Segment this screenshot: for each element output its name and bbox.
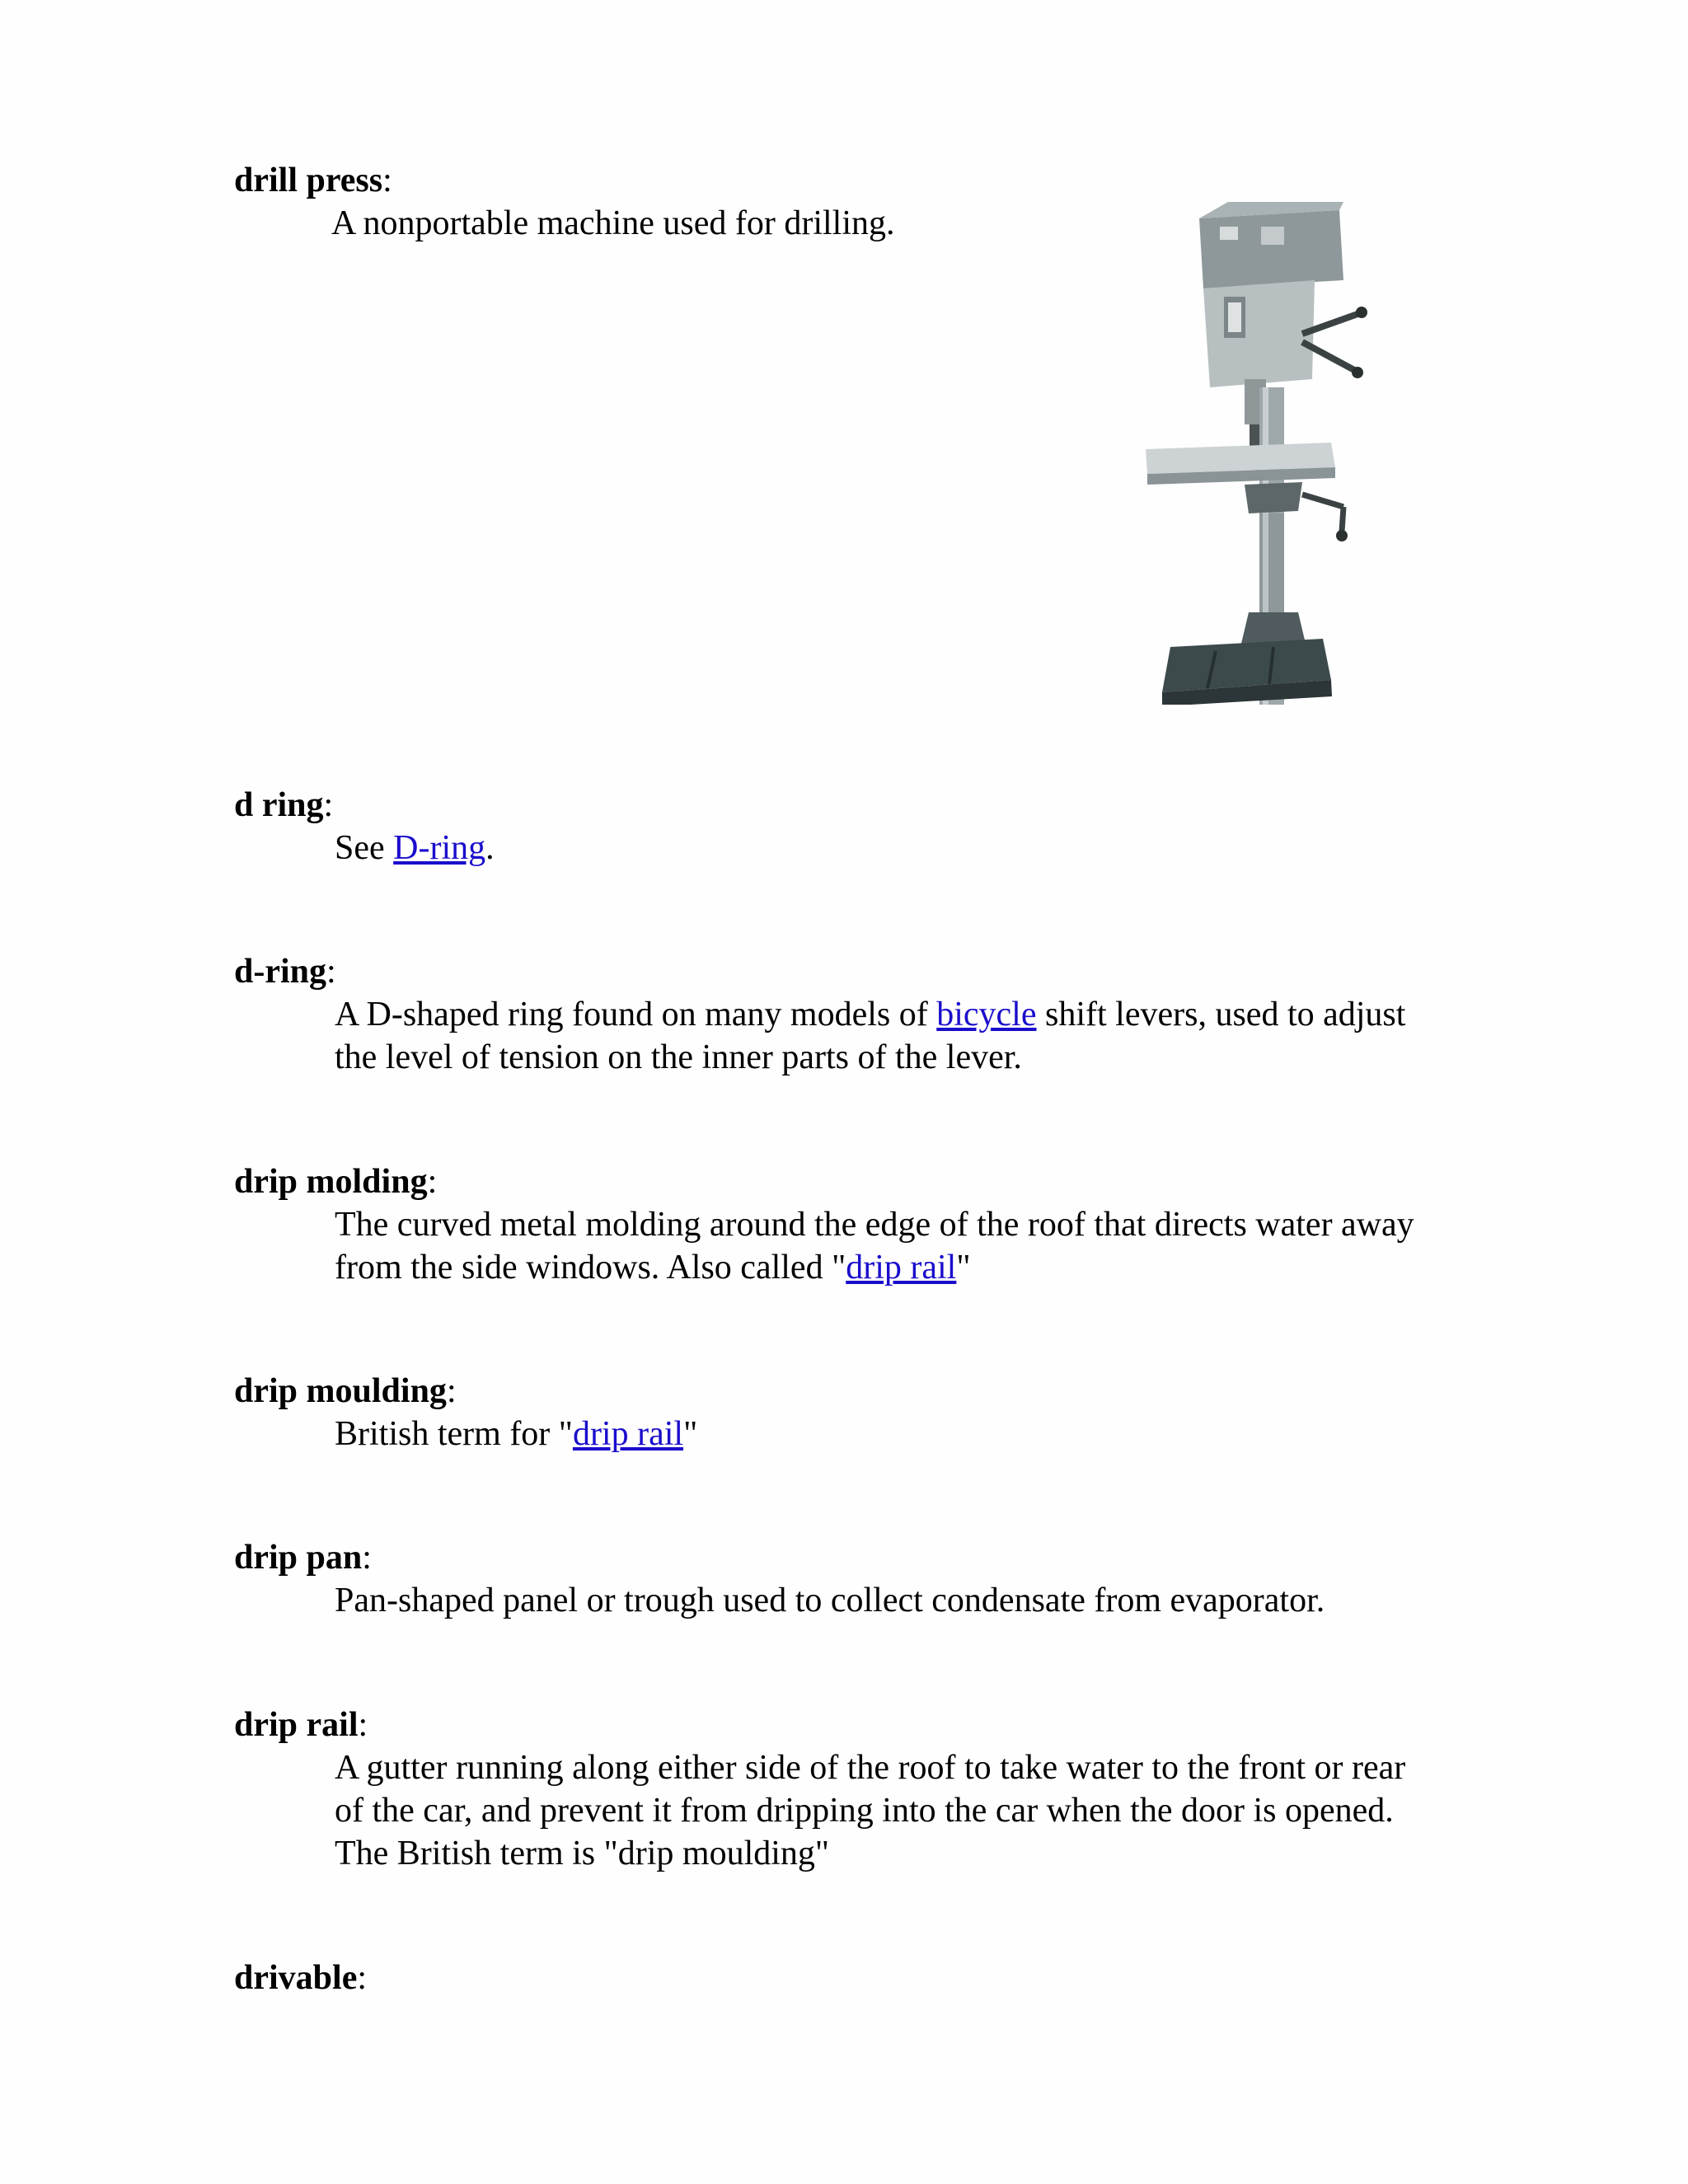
glossary-entry-drip-molding (234, 1160, 1437, 1289)
entry-term (234, 1704, 1437, 1746)
term-colon: : (382, 162, 392, 199)
entry-term (234, 1370, 1437, 1413)
entry-term (234, 1536, 1437, 1579)
entry-definition (335, 1203, 1439, 1289)
term-text: drip moulding (234, 1372, 447, 1410)
drill-press-photo (1137, 202, 1385, 705)
glossary-entry-drivable (234, 1957, 1437, 1999)
term-text: drivable (234, 1959, 358, 1997)
term-text: drip rail (234, 1706, 359, 1744)
definition-text: " (956, 1249, 971, 1286)
glossary-entry-d-ring (234, 784, 1437, 869)
glossary-entry-drip-moulding (234, 1370, 1437, 1455)
definition-text: A D-shaped ring found on many models of (335, 996, 937, 1033)
term-colon: : (323, 786, 334, 824)
term-text: d ring (234, 786, 324, 824)
link-drip-rail[interactable]: drip rail (846, 1249, 957, 1286)
glossary-entry-drip-pan (234, 1536, 1437, 1622)
definition-text: British term for " (335, 1415, 573, 1453)
link-drip-rail[interactable]: drip rail (572, 1415, 684, 1453)
entry-definition (335, 1413, 1439, 1455)
entry-definition (335, 993, 1439, 1079)
term-text: drip molding (234, 1163, 428, 1201)
entry-term (234, 784, 1437, 827)
term-text: d-ring (234, 953, 327, 991)
entry-definition: Pan-shaped panel or trough used to collect condensate from evaporator. (335, 1582, 1325, 1619)
link-d-ring[interactable]: D-ring (393, 829, 486, 867)
link-bicycle[interactable]: bicycle (936, 996, 1037, 1033)
term-colon: : (427, 1163, 438, 1201)
definition-text: " (683, 1415, 698, 1453)
term-colon: : (357, 1959, 368, 1997)
term-colon: : (326, 953, 336, 991)
definition-text: shift levers, used to adjust the level of tension on the inner parts of the lever. (335, 996, 1406, 1076)
term-colon: : (362, 1539, 372, 1577)
term-text: drill press (234, 162, 383, 199)
glossary-entry-d-ring-hyphen (234, 950, 1437, 1079)
term-colon: : (358, 1706, 368, 1744)
entry-definition: A gutter running along either side of the roof to take water to the front or rear of the car, and prevent it from dripping into the car when the door is opened. The British term is "drip moulding" (335, 1749, 1406, 1872)
term-text: drip pan (234, 1539, 363, 1577)
term-colon: : (446, 1372, 457, 1410)
entry-term (234, 1957, 1437, 1999)
entry-definition: A nonportable machine used for drilling. (331, 204, 895, 242)
entry-term (234, 1160, 1437, 1203)
glossary-entry-drip-rail (234, 1704, 1437, 1875)
entry-term (234, 159, 1437, 202)
definition-text: . (485, 829, 495, 867)
entry-definition (335, 827, 1439, 869)
definition-text: The curved metal molding around the edge of the roof that directs water away from the side windows. Also called " (335, 1206, 1414, 1286)
entry-term (234, 950, 1437, 993)
definition-text: See (335, 829, 394, 867)
